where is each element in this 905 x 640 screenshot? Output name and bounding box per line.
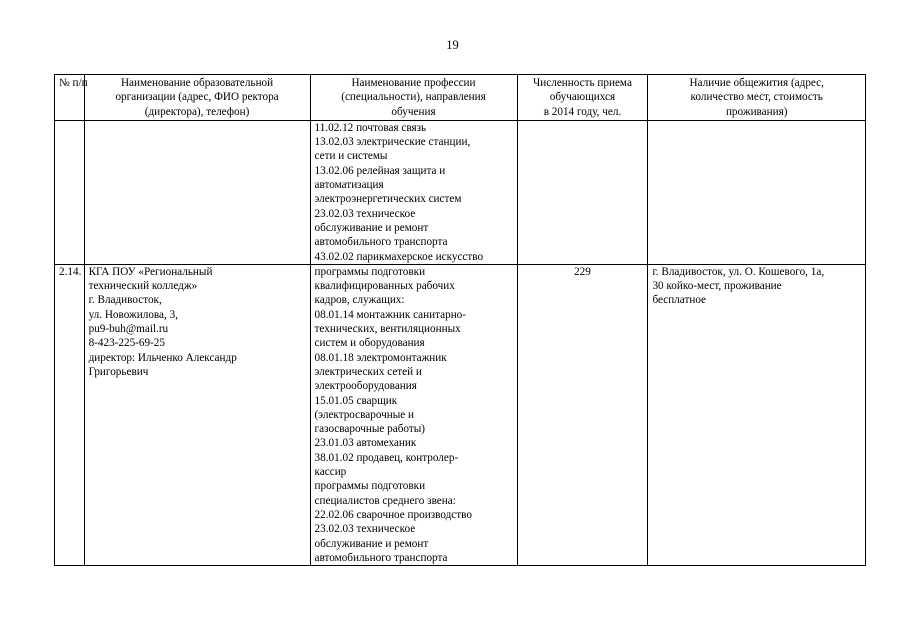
organization-phone: 8-423-225-69-25 — [88, 337, 165, 350]
organization-line: ул. Новожилова, 3, — [88, 308, 179, 321]
header-line: Наименование образовательной — [120, 77, 274, 89]
program-line: технических, вентиляционных — [314, 323, 461, 336]
organization-line: Григорьевич — [88, 365, 149, 378]
dormitory-cell — [648, 120, 866, 264]
header-line: Численность приема — [533, 77, 632, 89]
header-line: (директора), телефон) — [144, 105, 250, 118]
program-line: программы подготовки — [314, 480, 426, 493]
program-line: 15.01.05 сварщик — [314, 394, 398, 407]
header-dormitory — [648, 75, 866, 121]
program-line: (электросварочные и — [314, 408, 415, 421]
program-line: автомобильного транспорта — [314, 236, 448, 249]
program-line: 08.01.18 электромонтажник — [314, 351, 447, 364]
header-line: № п/п — [59, 77, 88, 89]
program-line: автоматизация — [314, 179, 384, 192]
organization-email: pu9-buh@mail.ru — [88, 323, 169, 336]
organization-line: технический колледж» — [88, 280, 198, 293]
organization-cell — [84, 264, 310, 565]
dormitory-line: г. Владивосток, ул. О. Кошевого, 1а, — [652, 265, 825, 278]
program-line: систем и оборудования — [314, 337, 425, 350]
program-line: 11.02.12 почтовая связь — [314, 121, 427, 134]
row-number-cell — [55, 120, 85, 264]
header-line: проживания) — [725, 105, 788, 118]
organization-line: КГА ПОУ «Региональный — [88, 265, 213, 278]
row-number-cell — [55, 264, 85, 565]
dormitory-line: 30 койко-мест, проживание — [652, 280, 782, 293]
header-line: обучающихся — [549, 91, 616, 104]
program-line: 23.01.03 автомеханик — [314, 437, 417, 450]
header-number — [55, 75, 88, 121]
page-number: 19 — [446, 38, 459, 52]
organization-line: директор: Ильченко Александр — [88, 351, 237, 364]
program-line: 22.02.06 сварочное производство — [314, 508, 472, 521]
program-line: обслуживание и ремонт — [314, 221, 429, 234]
program-line: специалистов среднего звена: — [314, 494, 456, 507]
table-row — [55, 264, 866, 565]
header-line: в 2014 году, чел. — [543, 105, 622, 118]
header-admission-count — [517, 75, 648, 121]
program-line: газосварочные работы) — [314, 423, 425, 436]
admission-count: 229 — [574, 265, 591, 278]
program-line: обслуживание и ремонт — [314, 537, 429, 550]
program-line: 43.02.02 парикмахерское искусство — [314, 250, 484, 263]
program-line: 08.01.14 монтажник санитарно- — [314, 308, 467, 321]
header-line: (специальности), направления — [341, 91, 486, 104]
program-line: 38.01.02 продавец, контролер- — [314, 451, 459, 464]
organization-line: г. Владивосток, — [88, 294, 162, 307]
table-row — [55, 120, 866, 264]
program-line: кадров, служащих: — [314, 294, 405, 307]
program-line: программы подготовки — [314, 265, 426, 278]
header-line: организации (адрес, ФИО ректора — [115, 91, 279, 104]
row-number: 2.14. — [59, 265, 82, 278]
program-line: 13.02.03 электрические станции, — [314, 136, 471, 149]
program-line: квалифицированных рабочих — [314, 280, 455, 293]
institutions-table — [54, 74, 866, 566]
header-profession — [310, 75, 517, 121]
dormitory-cell — [648, 264, 866, 565]
header-line: Наличие общежития (адрес, — [689, 77, 824, 89]
header-line: обучения — [391, 105, 436, 118]
dormitory-line: бесплатное — [652, 294, 707, 307]
program-line: 23.02.03 техническое — [314, 523, 416, 536]
program-line: кассир — [314, 466, 347, 479]
header-line: Наименование профессии — [351, 77, 476, 89]
table-header-row — [55, 75, 866, 121]
programs-cell — [310, 120, 517, 264]
program-line: 13.02.06 релейная защита и — [314, 164, 446, 177]
organization-cell — [84, 120, 310, 264]
header-line: количество мест, стоимость — [690, 91, 823, 104]
admission-count-cell — [517, 264, 648, 565]
program-line: электрических сетей и — [314, 365, 422, 378]
program-line: электрооборудования — [314, 380, 417, 393]
program-line: сети и системы — [314, 150, 388, 163]
program-line: электроэнергетических систем — [314, 193, 462, 206]
header-organization — [84, 75, 310, 121]
program-line: 23.02.03 техническое — [314, 207, 416, 220]
programs-cell — [310, 264, 517, 565]
program-line: автомобильного транспорта — [314, 551, 448, 564]
admission-count-cell — [517, 120, 648, 264]
